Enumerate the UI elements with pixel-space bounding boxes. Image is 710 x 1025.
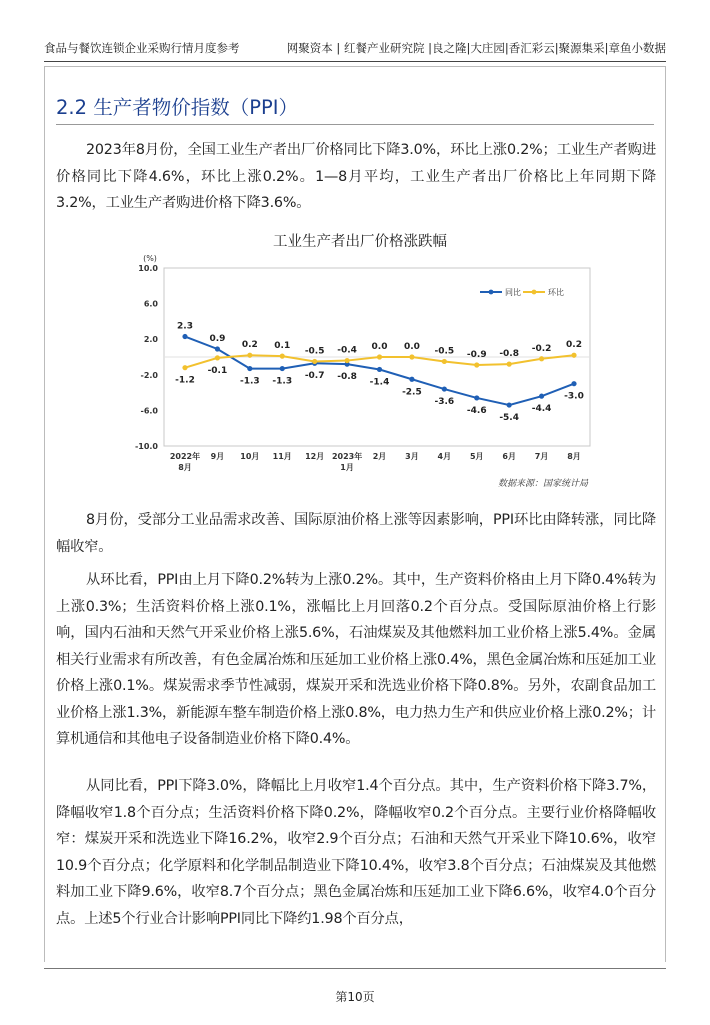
header-divider [44,61,666,62]
y-tick-label: -6.0 [140,406,158,416]
x-tick-label: 2022年 [169,452,201,461]
data-label: -0.9 [466,350,487,361]
legend-label-yoy: 同比 [505,288,521,297]
data-label: -1.4 [369,377,390,388]
ppi-chart-svg [120,228,600,498]
y-tick-label: -2.0 [140,370,158,380]
data-label: -1.3 [239,376,260,387]
paragraph-summary: 2023年8月份，全国工业生产者出厂价格同比下降3.0%，环比上涨0.2%；工业生产者购进价格同比下降4.6%，环比上涨0.2%。1—8月平均，工业生产者出厂价格比上年同期下降3.2%，工业生产者购进价格下降3.6%。 [56,142,656,211]
chart-source-note: 数据来源：国家统计局 [497,479,588,489]
data-label: -0.2 [531,343,552,354]
data-label: -0.7 [304,371,325,382]
paragraph-overview: 8月份，受部分工业品需求改善、国际原油价格上涨等因素影响，PPI环比由降转涨，同比降幅收窄。 [56,512,656,555]
section-divider [56,124,654,125]
legend-label-mom: 环比 [548,288,564,297]
data-point [312,359,317,364]
y-tick-label: 6.0 [143,299,158,309]
x-tick-label: 7月 [534,452,549,461]
data-point [442,359,447,364]
data-point [507,402,512,407]
data-point [507,362,512,367]
data-label: 0.2 [241,340,258,351]
y-tick-label: 2.0 [143,335,158,345]
x-tick-label: 9月 [210,452,225,461]
x-tick-label: 10月 [240,452,260,461]
data-point [280,366,285,371]
data-label: -0.8 [337,372,357,383]
header-sources: 网聚资本 | 红餐产业研究院 |良之隆|大庄园|香汇彩云|聚源集采|章鱼小数据 [286,41,666,55]
ppi-chart [120,228,600,498]
data-point [474,362,479,367]
data-point [182,365,187,370]
y-tick-label: 10.0 [138,264,158,273]
section-title: 2.2 生产者物价指数（PPI） [56,96,298,119]
x-tick-label: 3月 [405,452,419,461]
data-label: -5.4 [499,413,520,424]
data-point [344,358,349,363]
y-axis-unit-label: (%) [143,254,157,263]
header-report-title: 食品与餐饮连锁企业采购行情月度参考 [44,41,240,55]
data-point [280,354,285,359]
data-label: 0.1 [274,341,291,352]
x-tick-label: 8月 [567,452,581,461]
footer-divider [44,968,666,969]
data-point [215,346,220,351]
page-number: 第10页 [335,990,375,1004]
data-point [182,334,187,339]
x-tick-label: 2月 [372,452,387,461]
data-label: 0.0 [371,342,388,352]
data-point [247,366,252,371]
data-label: 0.2 [566,340,582,351]
data-label: 2.3 [177,321,193,332]
data-point [377,367,382,372]
paragraph-year-on-year: 从同比看，PPI下降3.0%，降幅比上月收窄1.4个百分点。其中，生产资料价格下降3.7%，降幅收窄1.8个百分点；生活资料价格下降0.2%，降幅收窄0.2个百分点。主要行业价格降幅收窄：煤炭开采和洗选业下降16.2%，收窄2.9个百分点；石油和天然气开采业下降10.6%，收窄10.9个百分点；化学原料和化学制品制造业下降10.4%，收窄3.8个百分点；石油煤炭及其他燃料加工业下降9.6%，收窄8.7个百分点；黑色金属冶炼和压延加工业下降6.6%，收窄4.0个百分点。上述5个行业合计影响PPI同比下降约1.98个百分点， [56,778,656,927]
page-header [44,36,666,60]
data-label: -1.3 [272,376,293,387]
data-point [571,353,576,358]
data-label: -4.4 [531,404,552,415]
x-tick-label: 12月 [305,452,325,461]
data-point [247,353,252,358]
data-label: -0.4 [337,345,357,356]
data-label: -0.1 [207,365,228,376]
data-label: -3.6 [434,397,455,408]
x-tick-label: 8月 [178,463,192,472]
data-label: -3.0 [564,391,584,402]
data-point [474,395,479,400]
x-tick-label: 1月 [340,463,354,472]
legend-marker-yoy [489,290,494,295]
legend-marker-mom [532,290,537,295]
paragraph-month-on-month: 从环比看，PPI由上月下降0.2%转为上涨0.2%。其中，生产资料价格由上月下降0.4%转为上涨0.3%；生活资料价格上涨0.1%，涨幅比上月回落0.2个百分点。受国际原油价格上行影响，国内石油和天然气开采业价格上涨5.6%，石油煤炭及其他燃料加工业价格上涨5.4%。金属相关行业需求有所改善，有色金属冶炼和压延加工业价格上涨0.4%，黑色金属冶炼和压延加工业价格上涨0.1%。煤炭需求季节性减弱，煤炭开采和洗选业价格下降0.8%。另外，农副食品加工业价格上涨1.3%，新能源车整车制造价格上涨0.8%，电力热力生产和供应业价格上涨0.2%；计算机通信和其他电子设备制造业价格下降0.4%。 [56,572,656,747]
data-point [539,394,544,399]
data-label: -4.6 [466,405,487,416]
data-label: -0.8 [499,349,520,360]
chart-title: 工业生产者出厂价格涨跌幅 [273,234,447,250]
data-label: 0.9 [209,333,226,344]
x-tick-label: 6月 [502,452,516,461]
data-label: 0.0 [403,342,420,352]
data-label: -0.5 [434,346,455,357]
data-label: -0.5 [304,346,325,357]
data-point [571,381,576,386]
data-point [539,356,544,361]
data-point [409,377,414,382]
data-point [377,354,382,359]
data-point [215,355,220,360]
data-point [409,354,414,359]
x-tick-label: 4月 [437,452,452,461]
y-tick-label: -10.0 [134,442,158,451]
x-tick-label: 11月 [272,452,292,461]
data-label: -1.2 [175,375,195,386]
data-point [442,386,447,391]
data-label: -2.5 [402,387,422,398]
x-tick-label: 2023年 [331,452,363,461]
x-tick-label: 5月 [469,452,484,461]
